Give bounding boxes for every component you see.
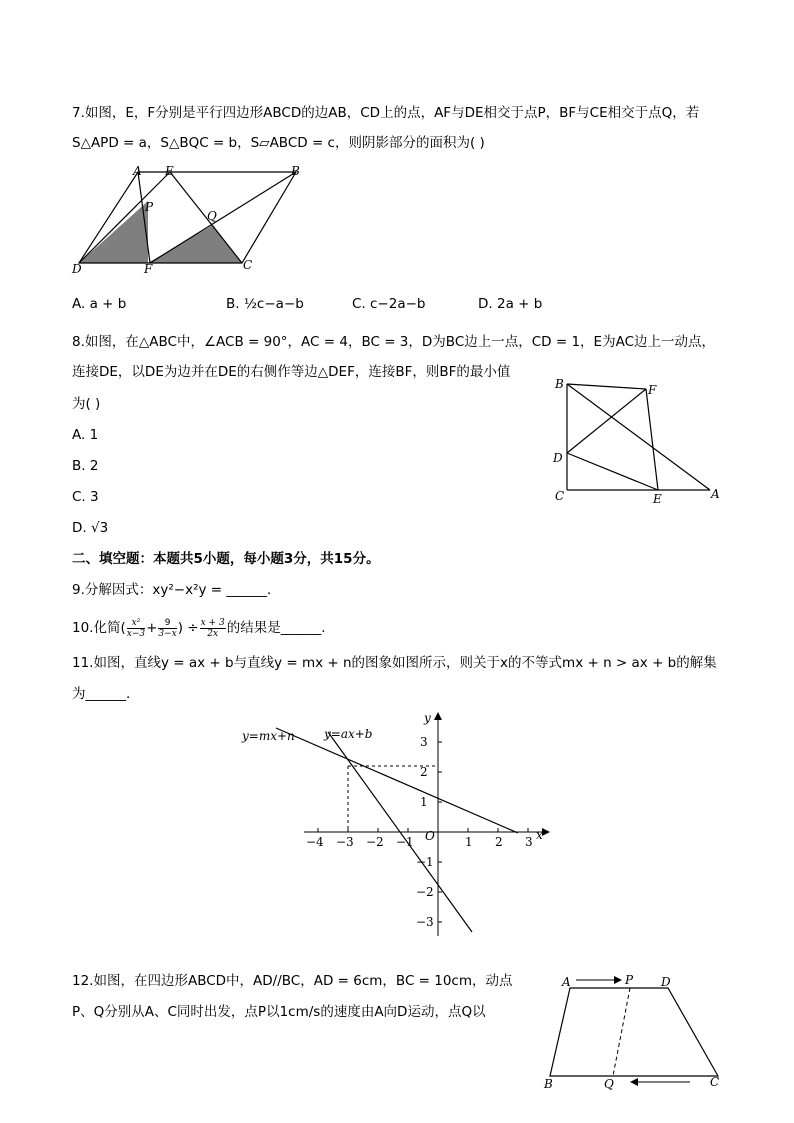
q7-label-B: B — [291, 164, 300, 178]
q12-label-C: C — [710, 1075, 720, 1089]
q10-mid: ) ÷ — [177, 620, 199, 636]
q11-y-tick-label: 1 — [420, 795, 428, 809]
q12-text-line1: 12.如图，在四边形ABCD中，AD//BC，AD = 6cm，BC = 10cm，动点 — [72, 973, 513, 989]
q11-x-tick-label: 2 — [495, 835, 503, 849]
q10-fraction-2: $\frac{9}{3-x}$ — [158, 617, 177, 639]
q12-label-P: P — [625, 973, 634, 987]
q7-option-b[interactable]: B. ½c−a−b — [226, 296, 304, 312]
q10-suffix: 的结果是______. — [226, 620, 326, 636]
q11-text-line1: 11.如图，直线y = ax + b与直线y = mx + n的图象如图所示，则关于x的不等式mx + n > ax + b的解集 — [72, 655, 717, 671]
q8-option-d[interactable]: D. √3 — [72, 520, 109, 536]
q10-fraction-1: $\frac{\text{x²}}{x-3}$ — [126, 617, 146, 639]
q12-label-B: B — [544, 1077, 553, 1091]
q12-text-line2: P、Q分别从A、C同时出发，点P以1cm/s的速度由A向D运动，点Q以 — [72, 1004, 486, 1020]
q7-label-D: D — [72, 262, 82, 275]
q8-text-line1: 8.如图，在△ABC中，∠ACB = 90°，AC = 4，BC = 3，D为BC边上一点，CD = 1，E为AC边上一动点， — [72, 334, 716, 350]
q7-label-F: F — [144, 262, 153, 275]
q12-label-D: D — [661, 975, 671, 989]
q11-x-tick-label: −2 — [366, 835, 384, 849]
q12-label-A: A — [562, 975, 571, 989]
q7-label-C: C — [243, 258, 253, 272]
q8-text-line2: 连接DE，以DE为边并在DE的右侧作等边△DEF，连接BF，则BF的最小值 — [72, 364, 511, 380]
q7-text-line1: 7.如图，E，F分别是平行四边形ABCD的边AB，CD上的点，AF与DE相交于点P，BF与CE相交于点Q，若 — [72, 105, 700, 121]
q7-label-P: P — [145, 200, 154, 214]
q11-y-tick-label: −3 — [416, 915, 434, 929]
q11-y-tick-label: 2 — [420, 765, 428, 779]
q11-y-tick-label: −2 — [416, 885, 434, 899]
q12-label-Q: Q — [604, 1077, 614, 1091]
q11-x-tick-label: 1 — [465, 835, 473, 849]
q11-axis-x-label: x — [536, 828, 543, 842]
q7-parallelogram-figure — [70, 163, 310, 275]
q10-prefix: 10.化简( — [72, 620, 126, 636]
q11-y-tick-label: 3 — [420, 735, 428, 749]
q11-axis-y-label: y — [424, 711, 431, 725]
q11-coordinate-graph — [236, 706, 566, 942]
q7-option-c[interactable]: C. c−2a−b — [352, 296, 426, 312]
q7-shaded-right — [148, 225, 242, 263]
q7-text-line2: S△APD = a，S△BQC = b，S▱ABCD = c，则阴影部分的面积为( ) — [72, 135, 485, 151]
q11-label-ax-b: y=ax+b — [324, 727, 373, 741]
q11-label-mx-n: y=mx+n — [242, 729, 295, 743]
q10-text — [72, 614, 326, 642]
q11-x-tick-label: 3 — [525, 835, 533, 849]
q8-triangle-figure — [548, 376, 728, 508]
q9-text: 9.分解因式：xy²−x²y = ______. — [72, 582, 272, 598]
q8-option-a[interactable]: A. 1 — [72, 427, 99, 443]
q10-fraction-3: $\frac{x + 3}{2x}$ — [200, 617, 225, 639]
q8-label-E: E — [653, 492, 662, 506]
q11-y-tick-label: −1 — [416, 855, 434, 869]
q11-x-tick-label: −4 — [306, 835, 324, 849]
q11-x-tick-label: −1 — [396, 835, 414, 849]
q8-label-F: F — [648, 383, 657, 397]
q7-option-d[interactable]: D. 2a + b — [478, 296, 543, 312]
q10-plus: + — [146, 620, 158, 636]
q7-option-a[interactable]: A. a + b — [72, 296, 127, 312]
q7-label-A: A — [133, 164, 142, 178]
q8-option-b[interactable]: B. 2 — [72, 458, 99, 474]
q12-trapezoid — [550, 988, 718, 1076]
q7-label-E: E — [165, 164, 174, 178]
q11-x-tick-label: −3 — [336, 835, 354, 849]
q7-label-Q: Q — [207, 209, 217, 223]
q8-option-c[interactable]: C. 3 — [72, 489, 99, 505]
section-2-heading: 二、填空题：本题共5小题，每小题3分，共15分。 — [72, 551, 380, 567]
q8-label-C: C — [555, 489, 565, 503]
q8-label-D: D — [553, 451, 563, 465]
q11-origin-label: O — [425, 829, 435, 843]
q8-text-line3: 为( ) — [72, 396, 101, 412]
q11-line-mx-n — [276, 728, 518, 833]
q12-trapezoid-figure — [540, 966, 730, 1096]
q12-dashed-pq — [613, 988, 630, 1076]
q8-label-A: A — [711, 487, 720, 501]
q11-text-line2: 为______. — [72, 686, 131, 702]
q8-label-B: B — [555, 377, 564, 391]
